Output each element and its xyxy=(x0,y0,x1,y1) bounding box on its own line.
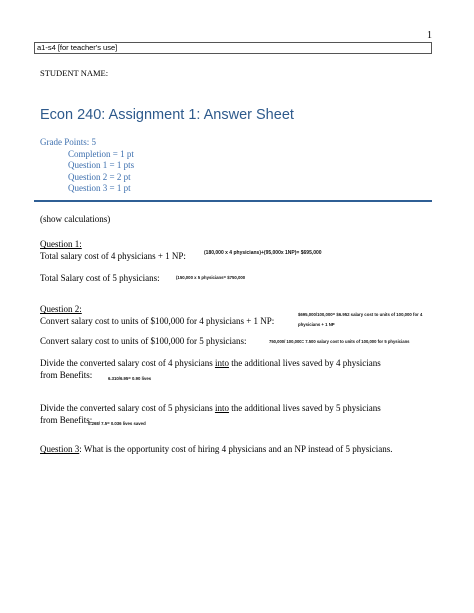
question-2-line-3 xyxy=(40,358,381,368)
grade-item-question-1: Question 1 = 1 pts xyxy=(68,160,135,170)
question-2-answer-1a: $695,000/100,000= $6.952 salary cost to units of 100,000 for 4 xyxy=(298,312,423,317)
grade-points-heading: Grade Points: 5 xyxy=(40,137,96,147)
grade-points xyxy=(40,137,134,195)
page-title: Econ 240: Assignment 1: Answer Sheet xyxy=(40,107,294,123)
question-1-line-1: Total salary cost of 4 physicians + 1 NP: xyxy=(40,251,186,261)
question-2-answer-4: 0.268/ 7.5= 0.036 lives saved xyxy=(88,421,146,426)
question-3-line xyxy=(40,444,392,454)
question-2-line-4-into: into xyxy=(214,403,229,413)
question-2-line-3-into: into xyxy=(214,358,229,368)
question-3-text: : What is the opportunity cost of hiring 4 physicians and an NP instead of 5 physicians. xyxy=(79,444,393,454)
question-2-heading: Question 2: xyxy=(40,304,82,314)
question-2-line-3-part-a: Divide the converted salary cost of 4 physicians xyxy=(40,358,215,368)
question-2-answer-3: 6.310/6.95= 0.90 lives xyxy=(108,376,152,381)
question-3-heading: Question 3 xyxy=(40,444,80,454)
question-2-line-4-continued: from Benefits: xyxy=(40,415,93,425)
page-number: 1 xyxy=(427,30,432,41)
question-2-line-3-part-b: the additional lives saved by 4 physicians xyxy=(228,358,381,368)
question-2-answer-2: 750,000/ 100,000= 7.500 salary cost to units of 100,000 for 5 physicians xyxy=(269,339,410,344)
question-2-line-4-part-a: Divide the converted salary cost of 5 physicians xyxy=(40,403,215,413)
question-1-answer-2: (150,000 x 5 physicians= $750,000 xyxy=(176,275,246,280)
question-2-line-1: Convert salary cost to units of $100,000 for 4 physicians + 1 NP: xyxy=(40,316,275,326)
question-2-line-4-part-b: the additional lives saved by 5 physicians xyxy=(228,403,381,413)
show-calculations-note: (show calculations) xyxy=(40,214,111,224)
teacher-use-label: a1-s4 [for teacher's use] xyxy=(37,43,118,52)
section-divider xyxy=(34,200,432,202)
question-1-line-2: Total Salary cost of 5 physicians: xyxy=(40,273,160,283)
question-1-heading: Question 1: xyxy=(40,239,82,249)
grade-item-completion: Completion = 1 pt xyxy=(68,148,134,159)
teacher-use-box xyxy=(34,42,432,54)
student-name-label: STUDENT NAME: xyxy=(40,68,109,78)
question-2-line-4 xyxy=(40,403,381,413)
grade-item-question-2: Question 2 = 2 pt xyxy=(68,171,131,182)
question-2-line-3-continued: from Benefits: xyxy=(40,370,93,380)
question-2-line-2: Convert salary cost to units of $100,000 for 5 physicians: xyxy=(40,336,247,346)
grade-item-question-3: Question 3 = 1 pt xyxy=(68,183,131,193)
question-2-answer-1b: physicians + 1 NP xyxy=(298,322,335,327)
question-1-answer-1: (180,000 x 4 physicians)+(95,000x 1NP)= $695,000 xyxy=(204,250,322,256)
